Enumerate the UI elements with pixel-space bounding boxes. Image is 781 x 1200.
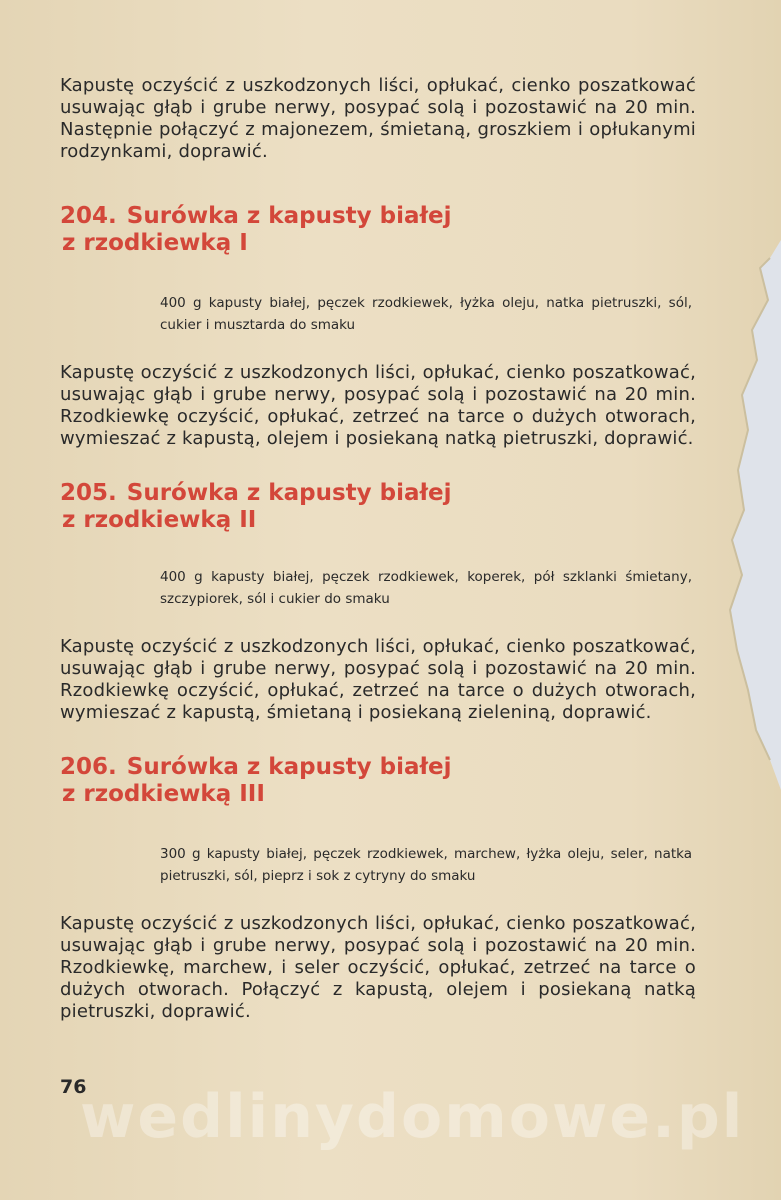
recipe-number: 204. [60, 203, 117, 229]
recipe-title-line1: Surówka z kapusty białej [126, 203, 452, 229]
recipe-title-line1: Surówka z kapusty białej [126, 480, 452, 506]
recipe-number: 206. [60, 754, 117, 780]
ingredients-list: 400 g kapusty białej, pęczek rzodkiewek, łyżka oleju, natka pietruszki, sól, cukier i musztarda do smaku [160, 295, 692, 333]
ingredients-list: 400 g kapusty białej, pęczek rzodkiewek, koperek, pół szklanki śmietany, szczypiorek, sól i cukier do smaku [160, 569, 692, 607]
recipe-title [60, 203, 696, 257]
recipe-title-line1: Surówka z kapusty białej [126, 754, 452, 780]
recipe-instructions: Kapustę oczyścić z uszkodzonych liści, opłukać, cienko poszatkować, usuwając głąb i grube nerwy, posypać solą i pozostawić na 20 min. Rzodkiewkę oczyścić, opłukać, zetrzeć na tarce o dużych otworach, wymieszać z kapustą, olejem i posiekaną natką pietruszki, doprawić. [60, 362, 696, 449]
intro-paragraph: Kapustę oczyścić z uszkodzonych liści, opłukać, cienko poszatkować usuwając głąb i grube nerwy, posypać solą i pozostawić na 20 min. Następnie połączyć z majonezem, śmietaną, groszkiem i opłukanymi rodzynkami, doprawić. [60, 75, 696, 162]
ingredients-list: 300 g kapusty białej, pęczek rzodkiewek, marchew, łyżka oleju, seler, natka pietruszki, sól, pieprz i sok z cytryny do smaku [160, 846, 692, 884]
recipe-205 [60, 480, 696, 724]
recipe-title [60, 480, 696, 534]
recipe-title-line2: z rzodkiewką III [62, 781, 265, 807]
recipe-title [60, 754, 696, 808]
recipe-204 [60, 203, 696, 450]
recipe-number: 205. [60, 480, 117, 506]
page-content [60, 75, 696, 1053]
page-number: 76 [60, 1076, 87, 1098]
recipe-instructions: Kapustę oczyścić z uszkodzonych liści, opłukać, cienko poszatkować, usuwając głąb i grube nerwy, posypać solą i pozostawić na 20 min. Rzodkiewkę oczyścić, opłukać, zetrzeć na tarce o dużych otworach, wymieszać z kapustą, śmietaną i posiekaną zieleniną, doprawić. [60, 636, 696, 723]
recipe-instructions: Kapustę oczyścić z uszkodzonych liści, opłukać, cienko poszatkować, usuwając głąb i grube nerwy, posypać solą i pozostawić na 20 min. Rzodkiewkę, marchew, i seler oczyścić, opłukać, zetrzeć na tarce o dużych otworach. Połączyć z kapustą, olejem i posiekaną natką pietruszki, doprawić. [60, 913, 696, 1022]
watermark: wedlinydomowe.pl [80, 1082, 745, 1152]
recipe-title-line2: z rzodkiewką II [62, 507, 257, 533]
recipe-206 [60, 754, 696, 1023]
recipe-title-line2: z rzodkiewką I [62, 230, 248, 256]
